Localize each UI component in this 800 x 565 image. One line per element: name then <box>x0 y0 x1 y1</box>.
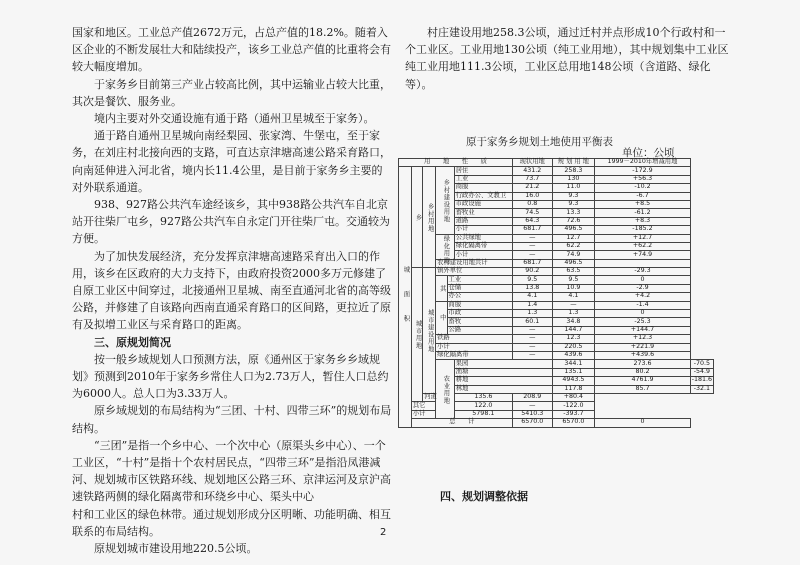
left-column <box>72 24 392 557</box>
label-qi: 其 <box>436 276 447 301</box>
table-row: 其 工业 9.5 9.5 0 <box>399 276 714 284</box>
table-row: 小计 — 74.9 +74.9 <box>399 251 714 259</box>
table-row: 中 商服 1.4 — -1.4 <box>399 301 714 309</box>
label-city-area: 城 面 积 <box>399 167 412 427</box>
table-header-row <box>399 159 714 167</box>
paragraph: 村和工业区的绿色林带。通过规划形成分区明晰、功能明确、相互联系的布局结构。 <box>72 507 391 538</box>
table-row: 商服 21.2 11.0 -10.2 <box>399 184 714 192</box>
table-title: 原于家务乡规划土地使用平衡表 <box>466 136 613 148</box>
paragraph: “三团”是指一个乡中心、一个次中心（原渠头乡中心）、一个工业区，“十村”是指十个农村居民点，“四带三环”是指沿凤港减河、规划城市区铁路环线、规划地区公路三环、京津运河及京沪高速铁路两侧的绿化隔离带和环绕乡中心、渠头中心 <box>72 438 391 504</box>
table-row: 市政设施 0.8 9.3 +8.5 <box>399 200 714 208</box>
table-row: 林地 117.8 85.7 -32.1 <box>399 385 714 393</box>
paragraph: 通于路自通州卫星城向南经梨园、张家湾、牛堡屯，至于家务，在刘庄村北接向西的支路，可直达京津塘高速公路采育路口，向南延伸进入河北省，境内长11.4公里，是目前于家务乡主要的对外联系通道。 <box>72 129 391 194</box>
paragraph: 村庄建设用地258.3公顷，通过迁村并点形成10个行政村和一个工业区。工业用地130公顷（纯工业用地），其中规划集中工业区纯工业用地111.3公顷，工业区总用地148公顷（含道路、绿化等）。 <box>405 26 729 91</box>
paragraph: 于家务乡目前第三产业占较高比例，其中运输业占较大比重，其次是餐饮、服务业。 <box>72 77 391 108</box>
table-row: 城 面 积 乡 乡村用地 乡村建设用地 居住 431.2 258.3 -172.9 <box>399 167 714 175</box>
table-row: 仓储 13.8 10.9 -2.9 <box>399 284 714 292</box>
header-use: 用 地 性 质 <box>399 159 513 167</box>
paragraph: 境内主要对外交通设施有通于路（通州卫星城至于家务）。 <box>94 112 375 126</box>
table-row: 小计 — 220.5 +221.9 <box>399 343 714 351</box>
table-row: 河道 135.6 208.9 +80.4 <box>399 393 714 401</box>
paragraph: 原乡域规划的布局结构为“三团、十村、四带三环”的规划布局结构。 <box>72 404 392 435</box>
label-city-construction: 城市建设用地 <box>423 268 436 394</box>
label-xiang: 乡 <box>411 167 422 268</box>
table-row: 办公 4.1 4.1 +4.2 <box>399 293 714 301</box>
paragraph: 按一般乡域规划人口预测方法，原《通州区于家务乡乡域规划》预测到2010年于家务乡常住人口为2.73万人，暂住人口总约为6000人。总人口为3.33万人。 <box>72 352 389 401</box>
table-row: 绿化隔离带 — 62.2 +62.2 <box>399 242 714 250</box>
table-row: 道路 64.3 72.6 +8.3 <box>399 217 714 225</box>
label-zhong: 中 <box>436 301 447 335</box>
table-row: 公路 — 144.7 +144.7 <box>399 326 714 334</box>
label-agri-land: 农业用地 <box>436 360 455 419</box>
table-row: 农业用地 果园 344.1 273.6 -70.5 <box>399 360 714 368</box>
header-plan: 规 划 用 地 <box>552 159 595 167</box>
section-heading: 三、原规划简况 <box>94 335 171 349</box>
label-rural-construction: 乡村建设用地 <box>436 167 455 234</box>
header-current: 现状用地 <box>512 159 552 167</box>
table-row: 农村建设用地共计 681.7 496.5 <box>399 259 714 267</box>
table-row: 城市用地 城市建设用地 镇外单位 90.2 63.5 -29.3 <box>399 268 714 276</box>
section-heading: 四、规划调整依据 <box>440 490 528 503</box>
land-use-balance-table <box>398 158 714 428</box>
label-city-land: 城市用地 <box>411 268 422 402</box>
table-total-row: 总 计 6570.0 6570.0 0 <box>399 419 714 427</box>
table-row: 工业 73.7 130 +56.3 <box>399 175 714 183</box>
paragraph: 为了加快发展经济，充分发挥京津塘高速路采育出入口的作用，该乡在区政府的大力支持下，由政府投资2000多万元修建了自原工业区中间穿过，北接通州卫星城、南至直通河北省的高等级公路，并修建了自该路向西南直通采育路口的区间路，更拉近了原有及拟增工业区与采育路口的距离。 <box>72 249 391 332</box>
header-change: 1999－2010年增减用地 <box>595 159 690 167</box>
table-row: 绿化用地 公共绿地 — 12.7 +12.7 <box>399 234 714 242</box>
right-column <box>405 24 735 93</box>
table-row: 其它 122.0 — -122.0 <box>399 402 714 410</box>
page-number: 2 <box>380 527 387 538</box>
table-row: 畜牧 60.1 34.8 -25.3 <box>399 318 714 326</box>
table-row: 小计 5798.1 5410.3 -393.7 <box>399 410 714 418</box>
table-row: 耕地 4943.5 4761.9 -181.6 <box>455 376 712 384</box>
label-rural-land: 乡村用地 <box>423 167 436 268</box>
table-row: 绿化隔离带 — 439.6 +439.6 <box>399 351 714 359</box>
table-row: 小计 681.7 496.5 -185.2 <box>399 226 714 234</box>
table-row: 畜牧业 74.5 13.3 -61.2 <box>399 209 714 217</box>
paragraph: 938、927路公共汽车途经该乡，其中938路公共汽车自北京站开往柴厂屯乡，927路公共汽车自永定门开往柴厂屯。交通较为方便。 <box>72 198 390 246</box>
table-row: 市政 1.3 1.3 0 <box>399 310 714 318</box>
table-row: 行政办公、文教卫 16.0 9.3 -6.7 <box>399 192 714 200</box>
table-row: 铁路 — 12.3 +12.3 <box>399 335 714 343</box>
label-green-land: 绿化用地 <box>436 234 455 259</box>
paragraph: 国家和地区。工业总产值2672万元，占总产值的18.2%。随着入区企业的不断发展壮大和陆续投产，该乡工业总产值的比重将会有较大幅度增加。 <box>72 26 391 74</box>
table-unit: 单位：公顷 <box>622 147 675 159</box>
table-row: 渔塘 135.1 80.2 -54.9 <box>399 368 714 376</box>
paragraph: 原规划城市建设用地220.5公顷。 <box>94 542 258 556</box>
